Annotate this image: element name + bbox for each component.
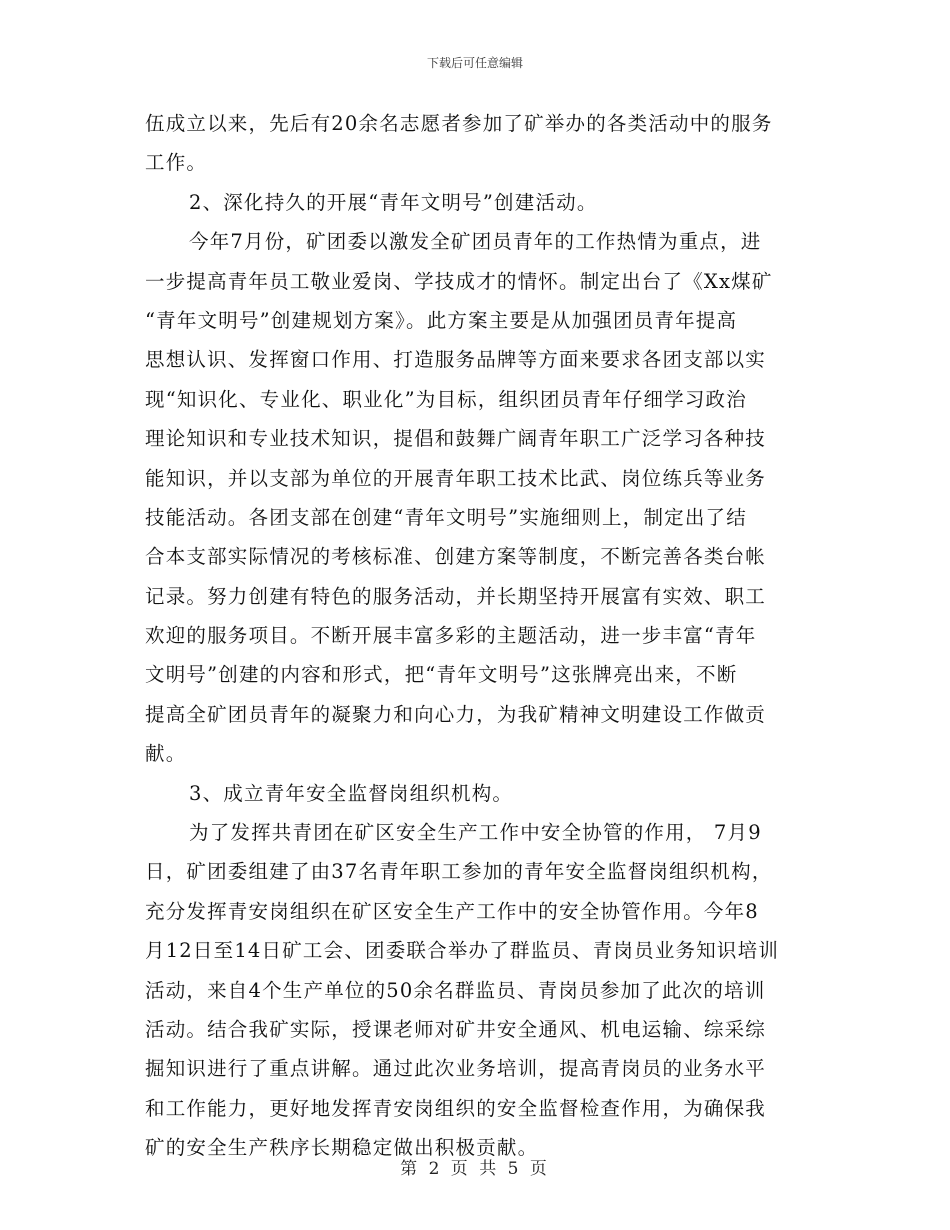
body-line: 2、深化持久的开展“青年文明号”创建活动。 (189, 190, 598, 214)
body-line: 为了发挥共青团在矿区安全生产工作中安全协管的作用， 7月9 (189, 821, 762, 845)
body-line: “青年文明号”创建规划方案》。此方案主要是从加强团员青年提高 (145, 308, 738, 332)
document-body (145, 104, 825, 1168)
body-line: 工作。 (145, 151, 208, 175)
body-line: 活动，来自4个生产单位的50余名群监员、青岗员参加了此次的培训 (145, 978, 766, 1002)
body-line: 记录。努力创建有特色的服务活动，并长期坚持开展富有实效、职工 (145, 584, 767, 608)
body-line: 掘知识进行了重点讲解。通过此次业务培训，提高青岗员的业务水平 (145, 1057, 767, 1081)
body-line: 和工作能力，更好地发挥青安岗组织的安全监督检查作用，为确保我 (145, 1096, 767, 1120)
body-line: 文明号”创建的内容和形式，把“青年文明号”这张牌亮出来，不断 (145, 663, 738, 687)
body-line: 欢迎的服务项目。不断开展丰富多彩的主题活动，进一步丰富“青年 (145, 624, 757, 648)
body-line: 提高全矿团员青年的凝聚力和向心力，为我矿精神文明建设工作做贡 (145, 702, 767, 726)
body-line: 日，矿团委组建了由37名青年职工参加的青年安全监督岗组织机构， (145, 860, 773, 884)
body-line: 今年7月份，矿团委以激发全矿团员青年的工作热情为重点，进 (189, 230, 762, 254)
body-line: 充分发挥青安岗组织在矿区安全生产工作中的安全协管作用。今年8 (145, 899, 759, 923)
body-line: 能知识，并以支部为单位的开展青年职工技术比武、岗位练兵等业务 (145, 466, 767, 490)
body-line: 理论知识和专业技术知识，提倡和鼓舞广阔青年职工广泛学习各种技 (145, 427, 767, 451)
body-line: 活动。结合我矿实际，授课老师对矿井安全通风、机电运输、综采综 (145, 1017, 767, 1041)
body-line: 3、成立青年安全监督岗组织机构。 (189, 781, 514, 805)
page-footer: 第 2 页 共 5 页 (400, 1159, 550, 1179)
body-line: 一步提高青年员工敬业爱岗、学技成才的情怀。制定出台了《Xx煤矿 (145, 269, 773, 293)
body-line: 思想认识、发挥窗口作用、打造服务品牌等方面来要求各团支部以实 (145, 348, 767, 372)
body-line: 伍成立以来，先后有20余名志愿者参加了矿举办的各类活动中的服务 (145, 112, 773, 135)
body-line: 合本支部实际情况的考核标准、创建方案等制度，不断完善各类台帐 (145, 545, 767, 569)
body-line: 现“知识化、专业化、职业化”为目标，组织团员青年仔细学习政治 (145, 387, 747, 411)
body-line: 月12日至14日矿工会、团委联合举办了群监员、青岗员业务知识培训 (145, 939, 780, 963)
body-line: 技能活动。各团支部在创建“青年文明号”实施细则上，制定出了结 (145, 505, 747, 529)
body-line: 矿的安全生产秩序长期稳定做出积极贡献。 (145, 1136, 539, 1160)
page-header: 下载后可任意编辑 (426, 56, 523, 70)
body-line: 献。 (145, 742, 187, 766)
